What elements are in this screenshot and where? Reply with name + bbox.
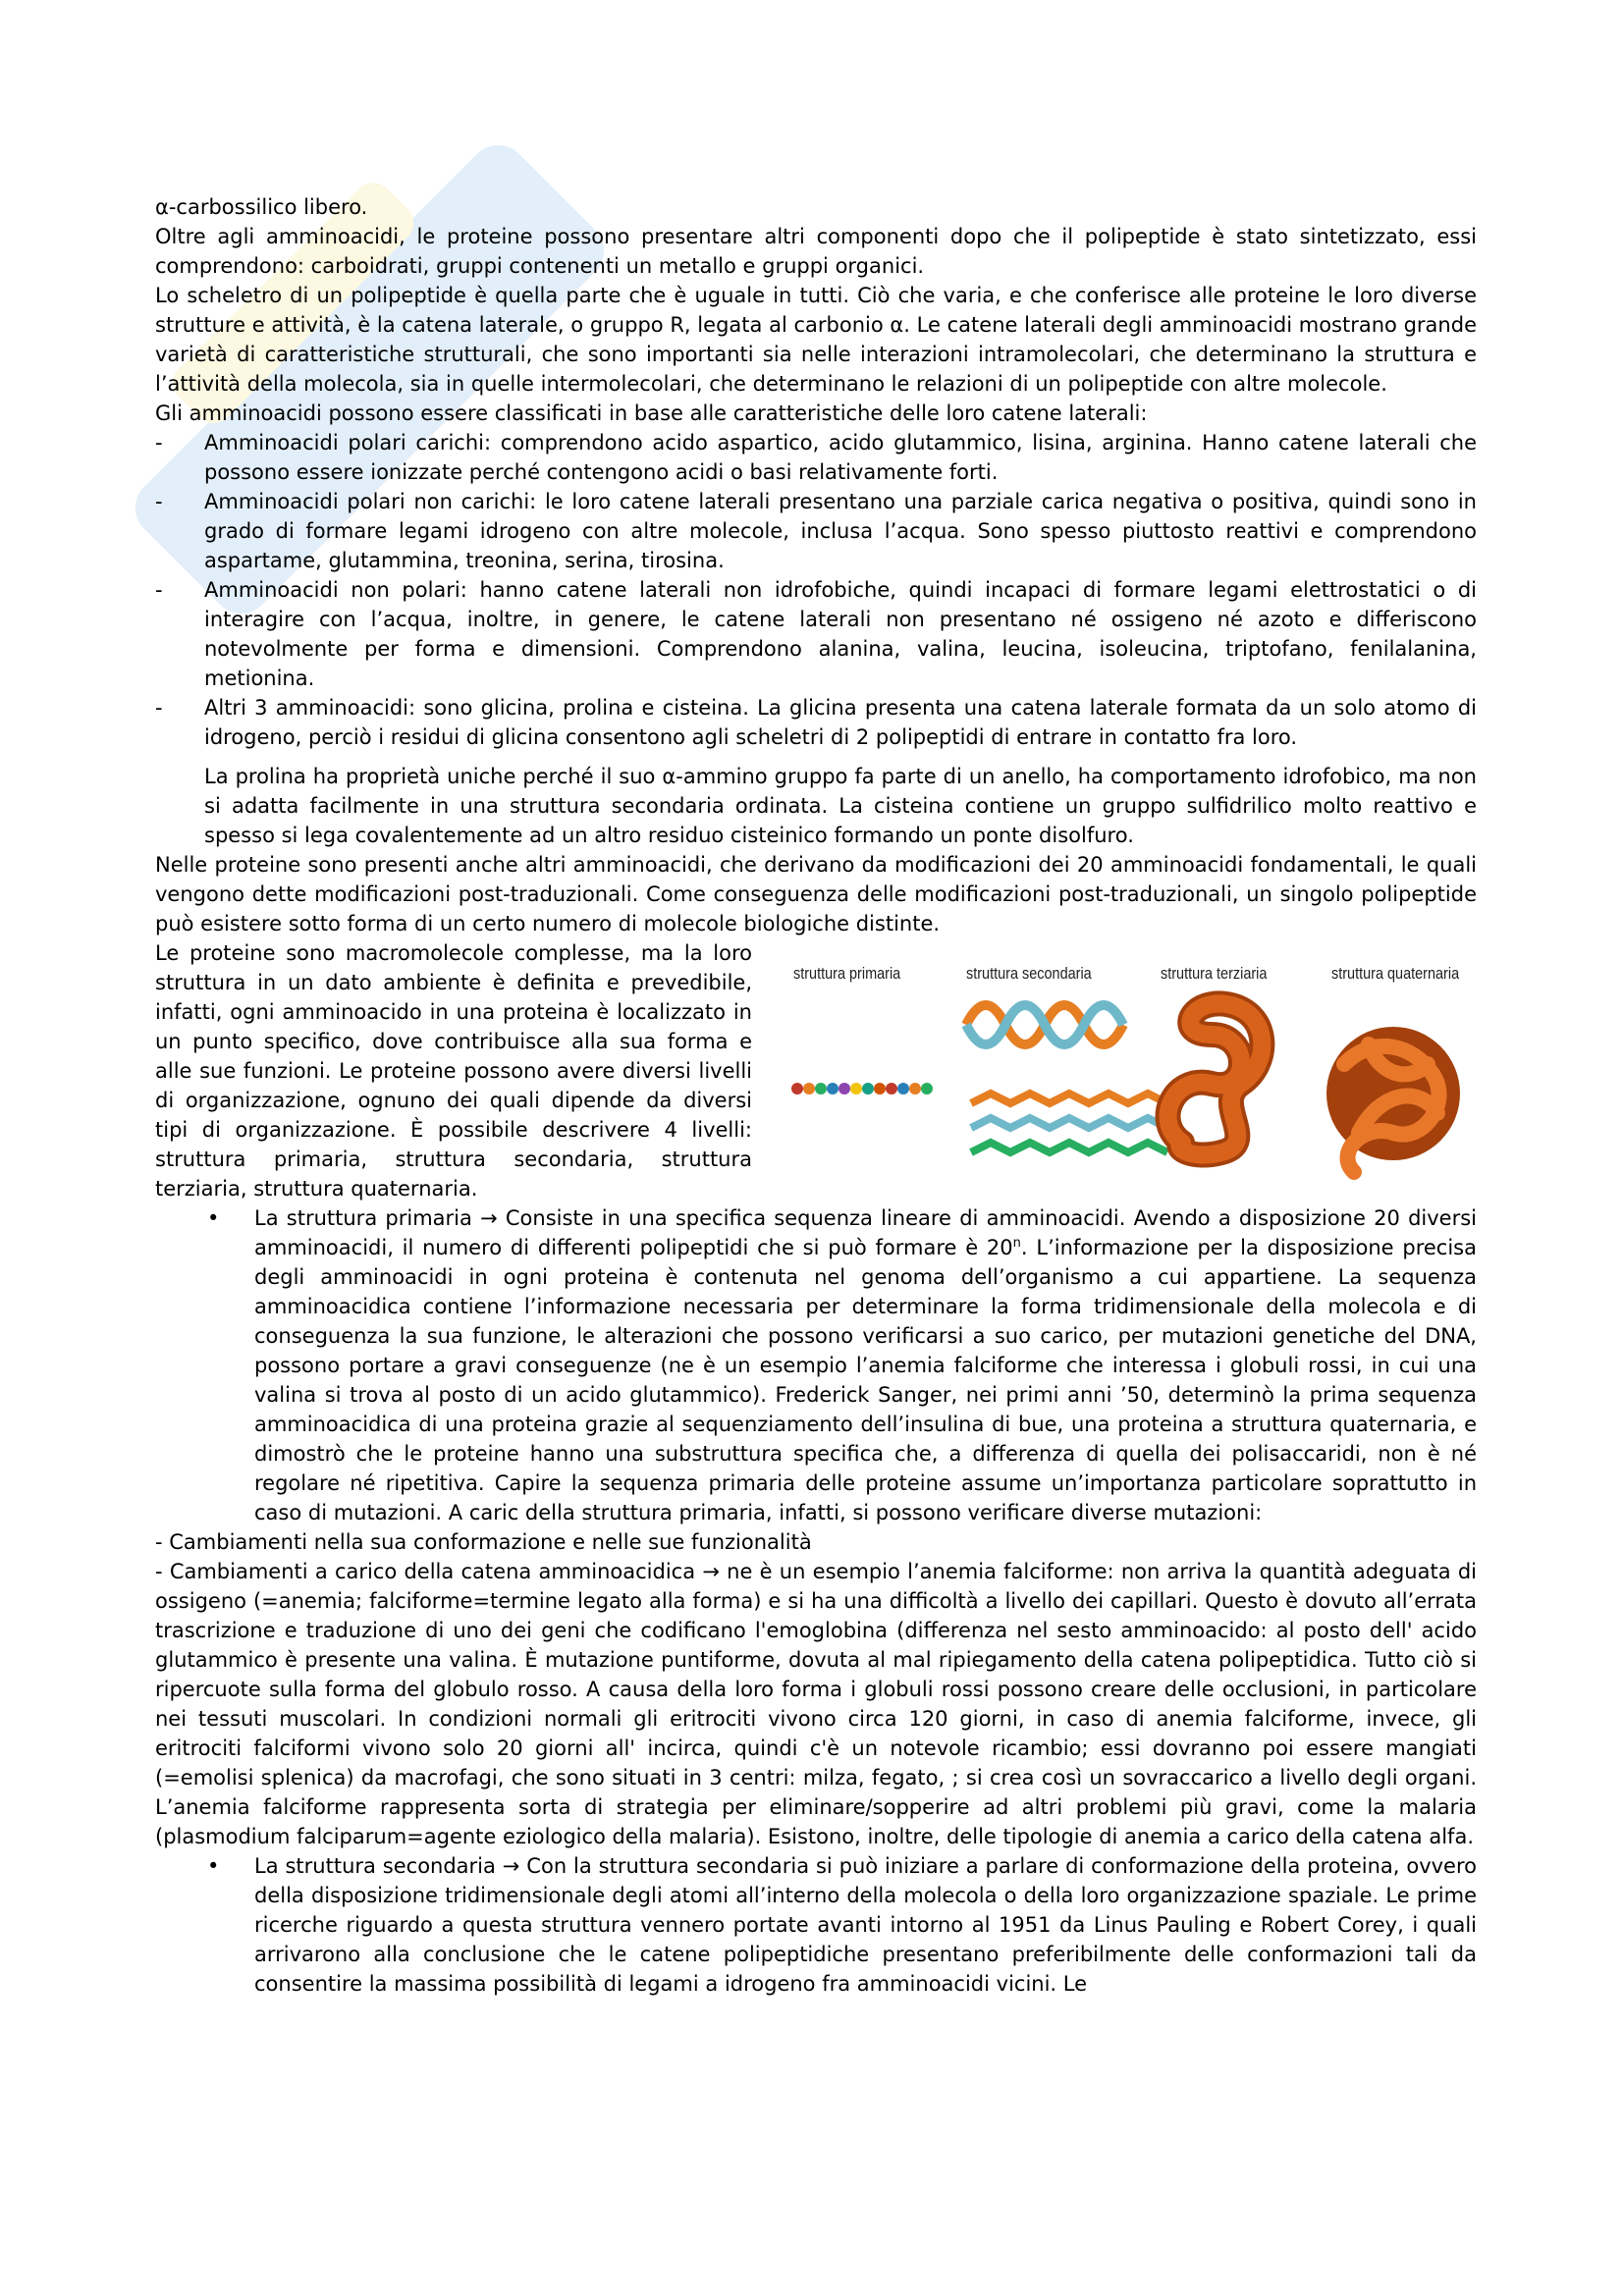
paragraph: Le proteine sono macromolecole complesse, ma la loro struttura in un dato ambiente è definita e prevedibile, infatti, ogni amminoacido in una proteina è localizzato in un punto specifico, dove contribuisce alla sua forma e alle sue funzioni. Le proteine possono avere diversi livelli di organizzazione, ognuno dei quali dipende da diversi tipi di organizzazione. È possibile descrivere 4 livelli: struttura primaria, struttura secondaria, struttura terziaria, struttura quaternaria. [155,941,752,1201]
dash-marker: - [155,696,163,720]
superscript: n [1012,1236,1021,1251]
paragraph: Lo scheletro di un polipeptide è quella parte che è uguale in tutti. Ciò che varia, e che conferisce alle proteine le loro diverse strutture e attività, è la catena laterale, o gruppo R, legata al carbonio α. Le catene laterali degli amminoacidi mostrano grande varietà di caratteristiche strutturali, che sono importanti sia nelle interazioni intramolecolari, che determinano la struttura e l’attività della molecola, sia in quelle intermolecolari, che determinano le relazioni di un polipeptide con altre molecole. [155,284,1477,396]
dash-marker: - [155,578,163,602]
list-item-text: Altri 3 amminoacidi: sono glicina, prolina e cisteina. La glicina presenta una catena laterale formata da un solo atomo di idrogeno, perciò i residui di glicina consentono agli scheletri di 2 polipeptidi di entrare in contatto fra loro. [204,696,1477,749]
figure-label-tertiary: struttura terziaria [1161,964,1268,983]
bullet-text: . L’informazione per la disposizione precisa degli amminoacidi in ogni proteina è contenuta nel genoma dell’organismo a cui appartiene. La sequenza amminoacidica contiene l’informazione necessaria per determinare la forma tridimensionale della molecola e di conseguenza la sua funzione, le alterazioni che possono verificarsi a suo carico, per mutazioni genetiche del DNA, possono portare a gravi conseguenze (ne è un esempio l’anemia falciforme che interessa i globuli rossi, in cui una valina si trova al posto di un acido glutammico). Frederick Sanger, nei primi anni ’50, determinò la prima sequenza amminoacidica di una proteina grazie al sequenziamento dell’insulina di bue, una proteina a struttura quaternaria, e dimostrò che le proteine hanno una substruttura specifica che, a differenza di quella dei polisaccaridi, non è né regolare né ripetitiva. Capire la sequenza primaria delle proteine assume un’importanza particolare soprattutto in caso di mutazioni. A caric della struttura primaria, infatti, si possono verificare diverse mutazioni: [254,1236,1477,1524]
tertiary-structure-icon [1168,1003,1263,1154]
amino-acid-class-list [155,428,1477,752]
list-item-text: Amminoacidi non polari: hanno catene laterali non idrofobiche, quindi incapaci di formare legami elettrostatici o di interagire con l’acqua, inoltre, in genere, le catene laterali non presentano né ossigeno né azoto e differiscono notevolmente per forma e dimensioni. Comprendono alanina, valina, leucina, isoleucina, triptofano, fenilalanina, metionina. [204,578,1477,690]
list-item [155,1851,1477,1999]
list-item [155,487,1477,575]
figure-label-primary: struttura primaria [793,964,901,983]
figure-label-quaternary: struttura quaternaria [1331,964,1460,983]
list-item [155,1203,1477,1527]
quaternary-structure-icon [1326,1027,1460,1172]
bullet-marker: • [207,1854,220,1878]
list-item [155,575,1477,693]
beta-sheet-icon [971,1094,1167,1152]
dash-marker: - [155,431,163,454]
paragraph: α-carbossilico libero. [155,195,368,219]
bullet-text: La struttura primaria → Consiste in una specifica sequenza lineare di amminoacidi. Avendo a disposizione 20 diversi amminoacidi, il numero di differenti polipeptidi che si può formare è 20 [254,1206,1477,1259]
paragraph: - Cambiamenti a carico della catena amminoacidica → ne è un esempio l’anemia falciforme: non arriva la quantità adeguata di ossigeno (=anemia; falciforme=termine legato alla forma) e si ha una difficoltà a livello dei capillari. Questo è dovuto all’errata trascrizione e traduzione di uno dei geni che codificano l'emoglobina (differenza nel sesto amminoacido: al posto dell' acido glutammico è presente una valina. È mutazione puntiforme, dovuta al mal ripiegamento della catena polipeptidica. Tutto ciò si ripercuote sulla forma del globulo rosso. A causa della loro forma i globuli rossi possono creare delle occlusioni, in particolare nei tessuti muscolari. In condizioni normali gli eritrociti vivono circa 120 giorni, in caso di anemia falciforme, invece, gli eritrociti falciformi vivono solo 20 giorni all' incirca, quindi c'è un notevole ricambio; essi dovranno poi essere mangiati (=emolisi splenica) da macrofagi, che sono situati in 3 centri: milza, fegato, ; si crea così un sovraccarico a livello degli organi. L’anemia falciforme rappresenta sorta di strategia per eliminare/sopperire ad altri problemi più gravi, come la malaria (plasmodium falciparum=agente eziologico della malaria). Esistono, inoltre, delle tipologie di anemia a carico della catena alfa. [155,1560,1477,1848]
structure-bullet-list [155,1203,1477,1527]
primary-structure-chain-icon [791,1083,933,1095]
protein-structure-figure [780,946,1477,1182]
paragraph: - Cambiamenti nella sua conformazione e nelle sue funzionalità [155,1530,812,1554]
paragraph: La prolina ha proprietà uniche perché il suo α-ammino gruppo fa parte di un anello, ha comportamento idrofobico, ma non si adatta facilmente in una struttura secondaria ordinata. La cisteina contiene un gruppo sulfidrilico molto reattivo e spesso si lega covalentemente ad un altro residuo cisteinico formando un ponte disolfuro. [204,765,1477,847]
paragraph: Gli amminoacidi possono essere classificati in base alle caratteristiche delle loro catene laterali: [155,401,1148,425]
list-item-text: Amminoacidi polari carichi: comprendono acido aspartico, acido glutammico, lisina, arginina. Hanno catene laterali che possono essere ionizzate perché contengono acidi o basi relativamente forti. [204,431,1477,484]
document-page [155,192,1477,1999]
bullet-text: La struttura secondaria → Con la struttura secondaria si può iniziare a parlare di conformazione della proteina, ovvero della disposizione tridimensionale degli atomi all’interno della molecola o della loro organizzazione spaziale. Le prime ricerche riguardo a questa struttura vennero portate avanti intorno al 1951 da Linus Pauling e Robert Corey, i quali arrivarono alla conclusione che le catene polipeptidiche presentano preferibilmente delle conformazioni tali da consentire la massima possibilità di legami a idrogeno fra amminoacidi vicini. Le [254,1854,1477,1996]
paragraph: Oltre agli amminoacidi, le proteine possono presentare altri componenti dopo che il polipeptide è stato sintetizzato, essi comprendono: carboidrati, gruppi contenenti un metallo e gruppi organici. [155,225,1477,278]
paragraph: Nelle proteine sono presenti anche altri amminoacidi, che derivano da modificazioni dei 20 amminoacidi fondamentali, le quali vengono dette modificazioni post-traduzionali. Come conseguenza delle modificazioni post-traduzionali, un singolo polipeptide può esistere sotto forma di un certo numero di molecole biologiche distinte. [155,853,1477,935]
alpha-helix-icon [966,1005,1123,1044]
bullet-marker: • [207,1206,220,1230]
dash-marker: - [155,490,163,513]
list-item [155,693,1477,752]
figure-label-secondary: struttura secondaria [966,964,1092,983]
structure-bullet-list [155,1851,1477,1999]
list-item-text: Amminoacidi polari non carichi: le loro catene laterali presentano una parziale carica negativa o positiva, quindi sono in grado di formare legami idrogeno con altre molecole, inclusa l’acqua. Sono spesso piuttosto reattivi e comprendono aspartame, glutammina, treonina, serina, tirosina. [204,490,1477,572]
list-item [155,428,1477,487]
